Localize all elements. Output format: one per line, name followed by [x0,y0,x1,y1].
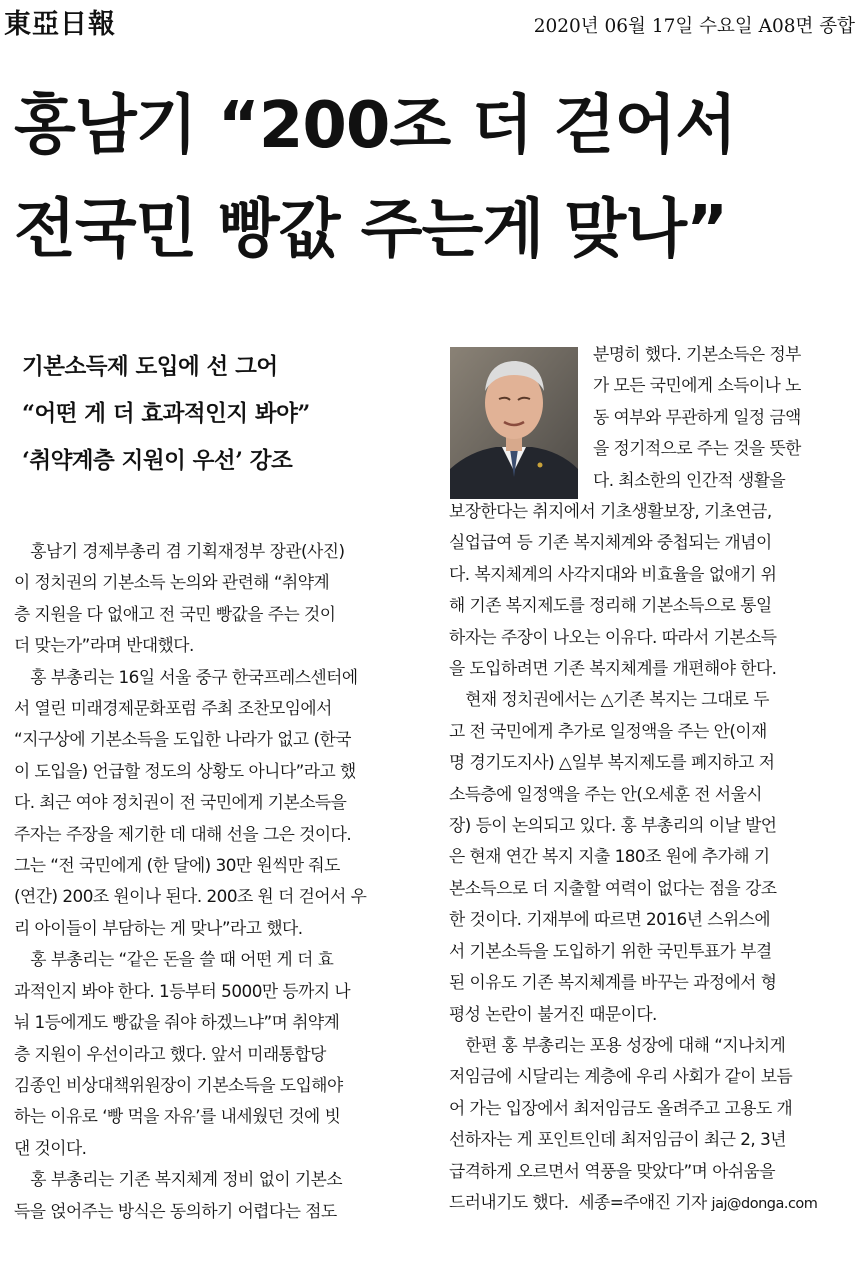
subheadline-3: ‘취약계층 지원이 우선’ 강조 [22,448,293,474]
article-line: 어 가는 입장에서 최저임금도 올려주고 고용도 개 [449,1097,793,1118]
article-line: 서 열린 미래경제문화포럼 주최 조찬모임에서 [14,698,332,719]
article-line: 다. 복지체계의 사각지대와 비효율을 없애기 위 [449,563,777,584]
subheadline-2: “어떤 게 더 효과적인지 봐야” [22,401,310,427]
article-line: 이 정치권의 기본소득 논의와 관련해 “취약계 [14,572,330,593]
article-line: 이 도입을) 언급할 정도의 상황도 아니다”라고 했 [14,760,356,781]
article-line: 선하자는 게 포인트인데 최저임금이 최근 2, 3년 [449,1129,786,1150]
article-line: 본소득으로 더 지출할 여력이 없다는 점을 강조 [449,877,777,898]
article-line: 주자는 주장을 제기한 데 대해 선을 그은 것이다. [14,823,352,844]
article-line: 그는 “전 국민에게 (한 달에) 30만 원씩만 줘도 [14,855,340,876]
article-line: 서 기본소득을 도입하기 위한 국민투표가 부결 [449,940,772,961]
portrait-photo [450,347,578,499]
article-line: 을 정기적으로 주는 것을 뜻한 [593,438,801,459]
article-column-left [14,536,426,1227]
newspaper-logo: 東亞日報 [4,9,116,40]
article-line: 해 기존 복지제도를 정리해 기본소득으로 통일 [449,595,772,616]
article-line: 층 지원을 다 없애고 전 국민 빵값을 주는 것이 [14,603,336,624]
article-line: 소득층에 일정액을 주는 안(오세훈 전 서울시 [449,783,763,804]
headline-line-2: 전국민 빵값 주는게 맞나” [14,193,728,267]
article-line: 고 전 국민에게 추가로 일정액을 주는 안(이재 [449,720,767,741]
article-line: 현재 정치권에서는 △기존 복지는 그대로 두 [449,689,769,710]
reporter-email: jaj@donga.com [711,1195,818,1212]
article-line: 급격하게 오르면서 역풍을 맞았다”며 아쉬움을 [449,1160,776,1181]
article-column-right [449,496,855,1220]
article-line: 은 현재 연간 복지 지출 180조 원에 추가해 기 [449,846,770,867]
headline-line-1: 홍남기 “200조 더 걷어서 [14,89,737,163]
article-line: 과적인지 봐야 한다. 1등부터 5000만 등까지 나 [14,980,351,1001]
article-line: 분명히 했다. 기본소득은 정부 [593,344,801,364]
dateline: 2020년 06월 17일 수요일 A08면 종합 [533,16,855,37]
article-line: 홍남기 경제부총리 겸 기획재정부 장관(사진) [14,541,345,561]
article-column-right-beside-photo [593,339,855,496]
subheadlines [22,344,422,485]
article-line: 다. 최소한의 인간적 생활을 [593,469,786,490]
article-line: 김종인 비상대책위원장이 기본소득을 도입해야 [14,1074,343,1095]
article-line: 평성 논란이 불거진 때문이다. [449,1003,657,1024]
headline [14,74,854,282]
article-line: 된 이유도 기존 복지체계를 바꾸는 과정에서 형 [449,972,777,993]
article-line: (연간) 200조 원이나 된다. 200조 원 더 걷어서 우 [14,886,367,907]
article-line: 하는 이유로 ‘빵 먹을 자유’를 내세웠던 것에 빗 [14,1106,341,1127]
article-line: 한편 홍 부총리는 포용 성장에 대해 “지나치게 [449,1034,786,1055]
article-line: 한 것이다. 기재부에 따르면 2016년 스위스에 [449,909,771,930]
article-line: 눠 1등에게도 빵값을 줘야 하겠느냐”며 취약계 [14,1012,340,1033]
masthead [0,0,863,44]
article-line: 을 도입하려면 기존 복지체계를 개편해야 한다. [449,658,777,679]
article-line: 홍 부총리는 16일 서울 중구 한국프레스센터에 [14,666,358,687]
article-line: 다. 최근 여야 정치권이 전 국민에게 기본소득을 [14,792,347,813]
article-line: 리 아이들이 부담하는 게 맞나”라고 했다. [14,917,303,938]
article-line: 보장한다는 취지에서 기초생활보장, 기초연금, [449,501,772,521]
byline: 세종=주애진 기자 [578,1191,707,1212]
article-line: 가 모든 국민에게 소득이나 노 [593,375,801,396]
article-line: 명 경기도지사) △일부 복지제도를 폐지하고 저 [449,752,775,773]
subheadline-1: 기본소득제 도입에 선 그어 [22,354,278,380]
article-closing-text: 드러내기도 했다. [449,1191,569,1212]
article-line: 장) 등이 논의되고 있다. 홍 부총리의 이날 발언 [449,815,777,836]
article-line: 저임금에 시달리는 계층에 우리 사회가 같이 보듬 [449,1066,793,1087]
article-line: 동 여부와 무관하게 일정 금액 [593,406,801,427]
article-line: 득을 얹어주는 방식은 동의하기 어렵다는 점도 [14,1200,337,1221]
article-line: 더 맞는가”라며 반대했다. [14,635,194,656]
article-line: 층 지원이 우선이라고 했다. 앞서 미래통합당 [14,1043,326,1064]
article-line: 댄 것이다. [14,1137,87,1158]
article-last-line [449,1187,855,1220]
article-line: 하자는 주장이 나오는 이유다. 따라서 기본소득 [449,626,777,647]
article-line: “지구상에 기본소득을 도입한 나라가 없고 (한국 [14,729,351,750]
article-line: 홍 부총리는 기존 복지체계 정비 없이 기본소 [14,1169,343,1190]
article-line: 실업급여 등 기존 복지체계와 중첩되는 개념이 [449,532,772,553]
article-line: 홍 부총리는 “같은 돈을 쓸 때 어떤 게 더 효 [14,949,334,970]
